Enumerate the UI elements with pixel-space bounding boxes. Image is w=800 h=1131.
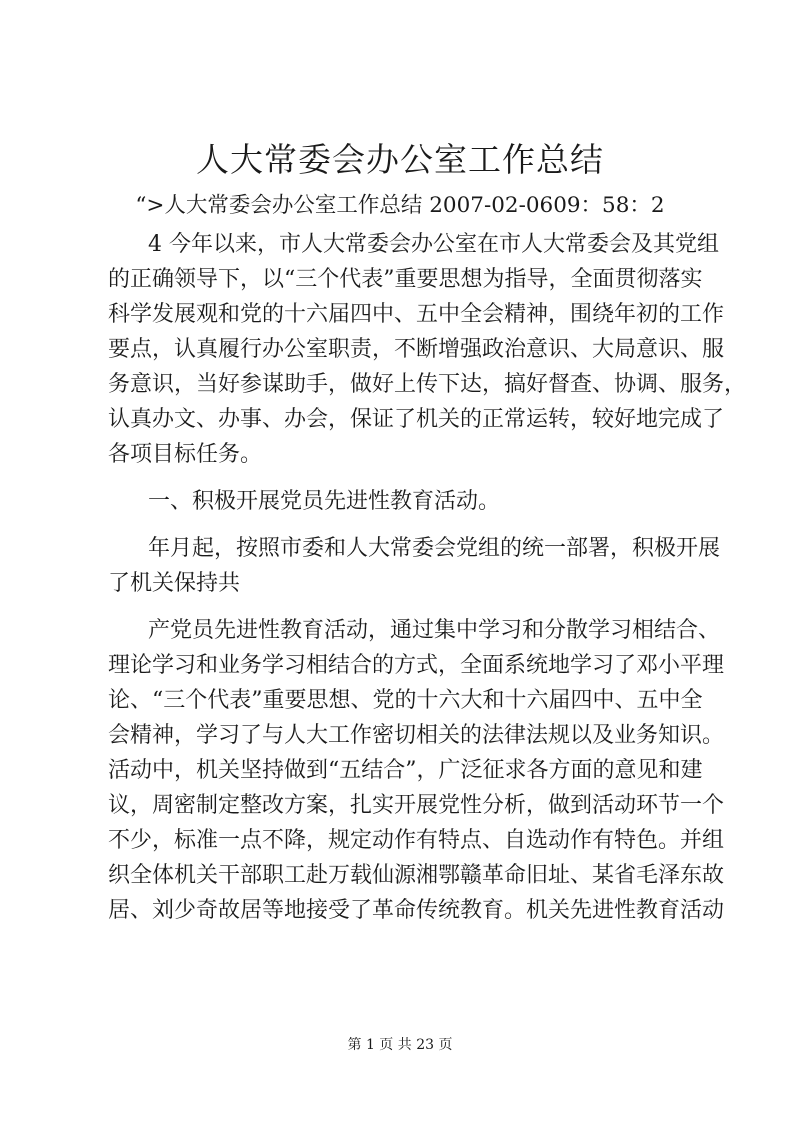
body-line: 务意识，当好参谋助手，做好上传下达，搞好督查、协调、服务，: [108, 372, 747, 397]
body-line: 产党员先进性教育活动，通过集中学习和分散学习相结合、: [148, 618, 721, 643]
document-body: [108, 227, 747, 928]
body-line: 科学发展观和党的十六届四中、五中全会精神，围绕年初的工作: [108, 302, 725, 327]
body-line: 年月起，按照市委和人大常委会党组的统一部署，积极开展: [148, 536, 721, 561]
document-title: 人大常委会办公室工作总结: [196, 140, 604, 179]
body-line: 不少，标准一点不降，规定动作有特点、自选动作有特色。并组: [108, 828, 725, 853]
body-line: 居、刘少奇故居等地接受了革命传统教育。机关先进性教育活动: [108, 898, 725, 923]
body-line: 各项目标任务。: [108, 442, 263, 467]
body-line: 活动中，机关坚持做到“五结合”，广泛征求各方面的意见和建: [108, 758, 703, 783]
body-line: 议，周密制定整改方案，扎实开展党性分析，做到活动环节一个: [108, 793, 725, 818]
body-line: 理论学习和业务学习相结合的方式，全面系统地学习了邓小平理: [108, 653, 725, 678]
body-line: 论、“三个代表”重要思想、党的十六大和十六届四中、五中全: [108, 688, 703, 713]
body-line: 会精神，学习了与人大工作密切相关的法律法规以及业务知识。: [108, 723, 725, 748]
page-footer: 第 1 页 共 23 页: [347, 1037, 453, 1053]
section-heading: 一、积极开展党员先进性教育活动。: [148, 489, 501, 514]
body-line: 了机关保持共: [108, 571, 241, 596]
body-line: 要点，认真履行办公室职责，不断增强政治意识、大局意识、服: [108, 337, 725, 362]
body-line: 4 今年以来，市人大常委会办公室在市人大常委会及其党组: [148, 232, 719, 257]
body-line: 的正确领导下，以“三个代表”重要思想为指导，全面贯彻落实: [108, 267, 703, 292]
body-line: 认真办文、办事、办会，保证了机关的正常运转，较好地完成了: [108, 407, 725, 432]
body-line: 织全体机关干部职工赴万载仙源湘鄂赣革命旧址、某省毛泽东故: [108, 863, 725, 888]
document-subtitle: “>人大常委会办公室工作总结 2007-02-0609：58：2: [135, 193, 665, 218]
